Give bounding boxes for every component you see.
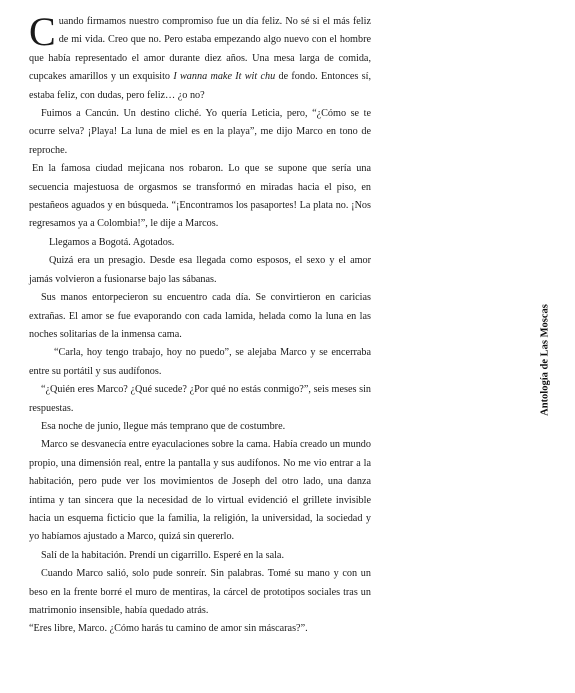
- paragraph-7: “Carla, hoy tengo trabajo, hoy no puedo”, se alejaba Marco y se encerraba entre su portátil y sus audífonos.: [29, 347, 371, 377]
- paragraph-13: “Eres libre, Marco. ¿Cómo harás tu camino de amor sin máscaras?”.: [29, 623, 308, 635]
- song-title: I wanna make It wit chu: [173, 71, 276, 83]
- paragraph-5: Quizá era un presagio. Desde esa llegada como esposos, el sexo y el amor jamás volvieron a fusionarse bajo las sábanas.: [29, 255, 371, 285]
- running-title: Antología de Las Moscas: [539, 304, 551, 416]
- paragraph-3: En la famosa ciudad mejicana nos robaron. Lo que se supone que sería una secuencia majestuosa de orgasmos se transformó en miradas hacia el piso, en pestañeos aguados y en búsqueda. “¡Encontramos los pasaportes! La plata no. ¡Nos regresamos ya a Colombia!”, le dije a Marcos.: [29, 163, 371, 230]
- paragraph-11: Salí de la habitación. Prendí un cigarrillo. Esperé en la sala.: [41, 549, 285, 561]
- paragraph-4: Llegamos a Bogotá. Agotados.: [49, 236, 175, 248]
- paragraph-1-text-b: de fondo. Entonces sí, estaba feliz, con dudas, pero feliz… ¿o no?: [29, 71, 371, 101]
- paragraph-8: “¿Quién eres Marco? ¿Qué sucede? ¿Por qué no estás conmigo?”, seis meses sin respuestas.: [29, 384, 371, 414]
- paragraph-12: Cuando Marco salió, solo pude sonreír. Sin palabras. Tomé su mano y con un beso en la frente borré el muro de mentiras, la cárcel de prototipos sociales tras un matrimonio insensible, había quedado atrás.: [29, 568, 371, 616]
- paragraph-6: Sus manos entorpecieron su encuentro cada día. Se convirtieron en caricias extrañas. El amor se fue evaporando con cada lamida, helada como la luna en las noches solitarias de la inmensa cama.: [29, 292, 371, 340]
- paragraph-9: Esa noche de junio, llegue más temprano que de costumbre.: [41, 420, 286, 432]
- paragraph-1-text-a: uando firmamos nuestro compromiso fue un día feliz. No sé si el más feliz de mi vida. Creo que no. Pero estaba empezando algo nuevo con el hombre que había representado el amor durante diez años. Una mesa larga de comida, cupcakes amarillos y un exquisito: [29, 16, 371, 83]
- paragraph-10: Marco se desvanecía entre eyaculaciones sobre la cama. Había creado un mundo propio, una dimensión real, entre la pantalla y sus audífonos. No me vio entrar a la habitación, pero pude ver los movimientos de Joseph del otro lado, una danza íntima y tan sincera que la necesidad de lo virtual evidenció el grillete invisible hacia un esquema ficticio que la familia, la religión, la universidad, la sociedad y yo habíamos ajustado a Marco, quizá sin quererlo.: [29, 439, 371, 543]
- drop-cap: C: [29, 9, 56, 54]
- story-text: [29, 9, 371, 639]
- paragraph-1: [29, 9, 371, 105]
- paragraph-2: Fuimos a Cancún. Un destino cliché. Yo quería Leticia, pero, “¿Cómo se te ocurre selva? ¡Playa! La luna de miel es en la playa”, me dijo Marco en tono de reproche.: [29, 108, 371, 156]
